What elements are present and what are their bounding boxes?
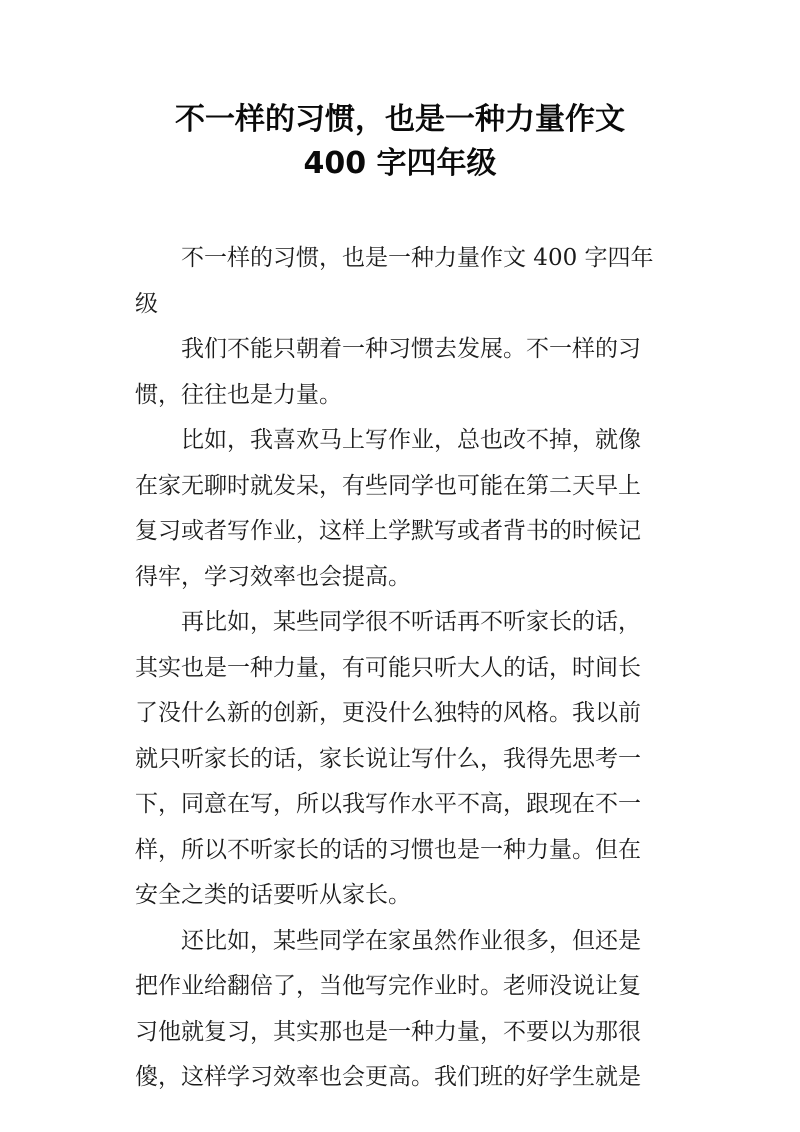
document-body: [135, 236, 665, 1101]
body-line: 在家无聊时就发呆，有些同学也可能在第二天早上: [135, 472, 641, 499]
body-line: 把作业给翻倍了，当他写完作业时。老师没说让复: [135, 973, 641, 999]
body-line: 不一样的习惯，也是一种力量作文 400 字四年: [181, 245, 654, 271]
document-title: [100, 98, 700, 186]
body-line: 级: [135, 290, 158, 317]
body-line: 其实也是一种力量，有可能只听大人的话，时间长: [135, 654, 641, 681]
body-line: 再比如，某些同学很不听话再不听家长的话，: [181, 609, 641, 635]
title-line-1: 不一样的习惯，也是一种力量作文: [175, 102, 625, 137]
body-line: 惯，往往也是力量。: [135, 381, 342, 408]
body-line: 复习或者写作业，这样上学默写或者背书的时候记: [135, 518, 641, 544]
body-line: 还比如，某些同学在家虽然作业很多，但还是: [181, 927, 641, 954]
body-line: 样，所以不听家长的话的习惯也是一种力量。但在: [135, 836, 641, 863]
body-line: 习他就复习，其实那也是一种力量，不要以为那很: [135, 1018, 641, 1045]
body-line: 了没什么新的创新，更没什么独特的风格。我以前: [135, 700, 641, 726]
body-line: 安全之类的话要听从家长。: [135, 882, 411, 908]
body-line: 下，同意在写，所以我写作水平不高，跟现在不一: [135, 791, 641, 817]
title-line-2: 400 字四年级: [303, 146, 497, 181]
body-line: 我们不能只朝着一种习惯去发展。不一样的习: [181, 336, 641, 362]
body-line: 得牢，学习效率也会提高。: [135, 563, 411, 590]
body-line: 比如，我喜欢马上写作业，总也改不掉，就像: [181, 427, 641, 453]
body-line: 傻，这样学习效率也会更高。我们班的好学生就是: [135, 1064, 641, 1090]
body-line: 就只听家长的话，家长说让写什么，我得先思考一: [135, 745, 641, 772]
